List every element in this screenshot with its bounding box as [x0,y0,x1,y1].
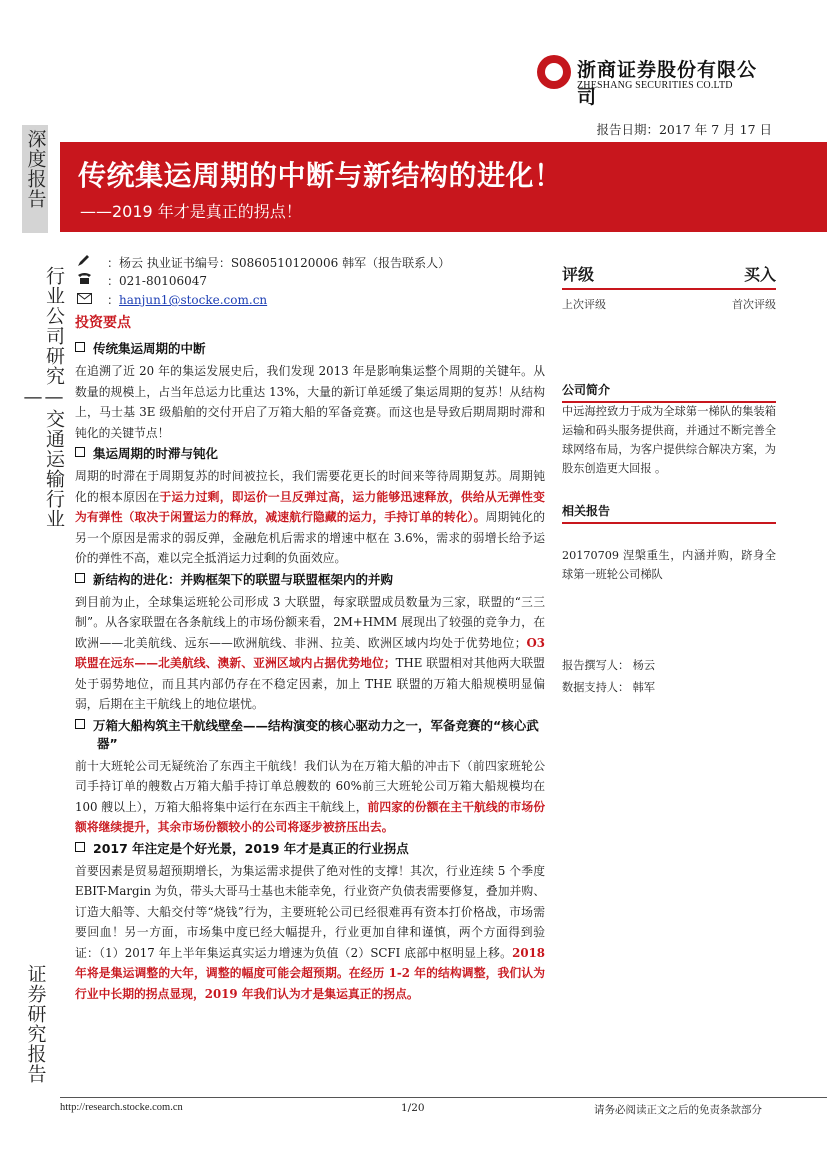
logo-cn-name: 浙商证券股份有限公司 [577,59,758,108]
email-line: ：hanjun1@stocke.com.cn [77,291,267,308]
body-text: 周期的时滞在于周期复苏的时间被拉长，我们需要花更长的时间来等待周期复苏。周期钝化的根本原因在 [75,469,545,504]
sections-container [75,340,545,1004]
author-line: ：杨云 执业证书编号：S0860510120006 韩军（报告联系人） [77,253,450,271]
side-label-securities-report: 证券研究报告 [24,964,47,1084]
envelope-icon [77,293,93,307]
section-heading: 传统集运周期的中断 [75,340,545,358]
highlight-text: 前四家的份额在主干航线的市场份额将继续提升，其余市场份额较小的公司将逐步被挤压出去。 [75,799,545,834]
section-heading: 新结构的进化：并购框架下的联盟与联盟框架内的并购 [75,571,545,589]
body-text: 到目前为止，全球集运班轮公司形成 3 大联盟，每家联盟成员数量为三家，联盟的“三三制”。从各家联盟在各条航线上的市场份额来看，2M+HMM 展现出了较强的竞争力，在欧洲——北美航线、远东——欧洲航线、非洲、拉美、欧洲区域内均处于优势地位； [75,594,545,650]
logo-en-name: ZHESHANG SECURITIES CO.LTD [577,80,733,91]
related-report-item[interactable]: 20170709 涅槃重生，内涵并购，跻身全球第一班轮公司梯队 [562,549,776,581]
body-text: THE 联盟相对其他两大联盟处于弱势地位，而且其内部仍存在不稳定因素，加上 THE 联盟的万箱大船规模明显偏弱，后期在主干航线上的地位堪忧。 [75,656,545,711]
company-intro-heading: 公司简介 [562,381,776,403]
highlight-text: 于运力过剩，即运价一旦反弹过高，运力能够迅速释放，供给从无弹性变为有弹性（取决于闲置运力的释放，减速航行隐藏的运力，手持订单的转化）。 [75,489,545,524]
section-paragraph [75,756,545,838]
side-label-industry: 行业公司研究—交通运输行业— [22,265,65,529]
report-writer: 报告撰写人： 杨云 [562,659,656,672]
body-text: 首要因素是贸易超预期增长，为集运需求提供了绝对性的支撑！其次，行业连续 5 个季度 EBIT-Margin 为负，带头大哥马士基也未能幸免，行业资产负债表需要修复，叠加并购、订造大船等、大船交付等“烧钱”行为，主要班轮公司已经很难再有资本打价格战，市场需要回血！另一方面，市场集中度已经大幅提升，行业更加自律和谨慎，两个方面得到验证：（1）2017 年上半年集运真实运力增速为负值（2）SCFI 底部中枢明显上移。 [75,863,545,960]
highlight-text: O3 联盟在远东——北美航线、澳新、亚洲区域内占据优势地位； [75,635,545,670]
side-label-report-type: 深度报告 [22,125,48,233]
footer-disclaimer: 请务必阅读正文之后的免责条款部分 [594,1104,762,1116]
phone-icon [77,272,93,288]
phone-line: ：021-80106047 [77,272,207,289]
rating-label: 评级 [562,265,595,284]
section-heading: 万箱大船构筑主干航线壁垒——结构演变的核心驱动力之一，军备竞赛的“核心武器” [75,717,545,753]
checkbox-bullet-icon [75,447,85,457]
section-heading: 2017 年注定是个好光景，2019 年才是真正的行业拐点 [75,840,545,858]
pen-icon [77,253,93,270]
section-paragraph [75,466,545,569]
report-subtitle: ——2019 年才是真正的拐点！ [80,202,302,221]
footer-divider [60,1097,827,1098]
rating-box [562,262,776,312]
prev-rating-value: 首次评级 [732,298,776,311]
section-paragraph [75,361,545,443]
related-reports-heading: 相关报告 [562,502,776,524]
checkbox-bullet-icon [75,842,85,852]
data-supporter: 数据支持人： 韩军 [562,681,656,694]
section-paragraph [75,861,545,1005]
body-text: 前十大班轮公司无疑统治了东西主干航线！我们认为在万箱大船的冲击下（前四家班轮公司手持订单的艘数占万箱大船手持订单总艘数的 60%前三大班轮公司万箱大船规模均在 100 艘以上），万箱大船将集中运行在东西主干航线上， [75,758,545,814]
company-intro-text: 中远海控致力于成为全球第一梯队的集装箱运输和码头服务提供商，并通过不断完善全球网络布局，为客户提供综合解决方案，为股东创造更大回报 。 [562,405,776,475]
email-link[interactable]: hanjun1@stocke.com.cn [119,293,268,307]
report-title: 传统集运周期的中断与新结构的进化！ [78,159,563,192]
footer-url[interactable]: http://research.stocke.com.cn [60,1102,183,1113]
page-number: 1/20 [401,1102,425,1114]
checkbox-bullet-icon [75,719,85,729]
key-points [75,312,545,1006]
section-heading: 集运周期的时滞与钝化 [75,445,545,463]
rating-value: 买入 [743,265,776,284]
body-text: 周期钝化的另一个原因是需求的弱反弹，金融危机后需求的增速中枢在 3.6%，需求的弱增长给予运价的弹性不高，难以完全抵消运力过剩的负面效应。 [75,510,545,565]
prev-rating-label: 上次评级 [562,298,606,311]
report-date: 报告日期：2017 年 7 月 17 日 [596,122,772,137]
key-points-title: 投资要点 [75,315,131,331]
body-text: 在追溯了近 20 年的集运发展史后，我们发现 2013 年是影响集运整个周期的关键年。从数量的规模上，占当年总运力比重达 13%，大量的新订单延缓了集运周期的复苏！从结构上，马士基 3E 级船舶的交付开启了万箱大船的军备竞赛。而这也是导致后期周期时滞和钝化的关键节点！ [75,364,545,440]
checkbox-bullet-icon [75,573,85,583]
checkbox-bullet-icon [75,342,85,352]
logo-mark-icon [537,55,571,89]
company-logo [537,55,767,108]
section-paragraph [75,592,545,715]
highlight-text: 2018 年将是集运调整的大年，调整的幅度可能会超预期。在经历 1-2 年的结构调整，我们认为行业中长期的拐点显现，2019 年我们认为才是集运真正的拐点。 [75,945,545,1001]
